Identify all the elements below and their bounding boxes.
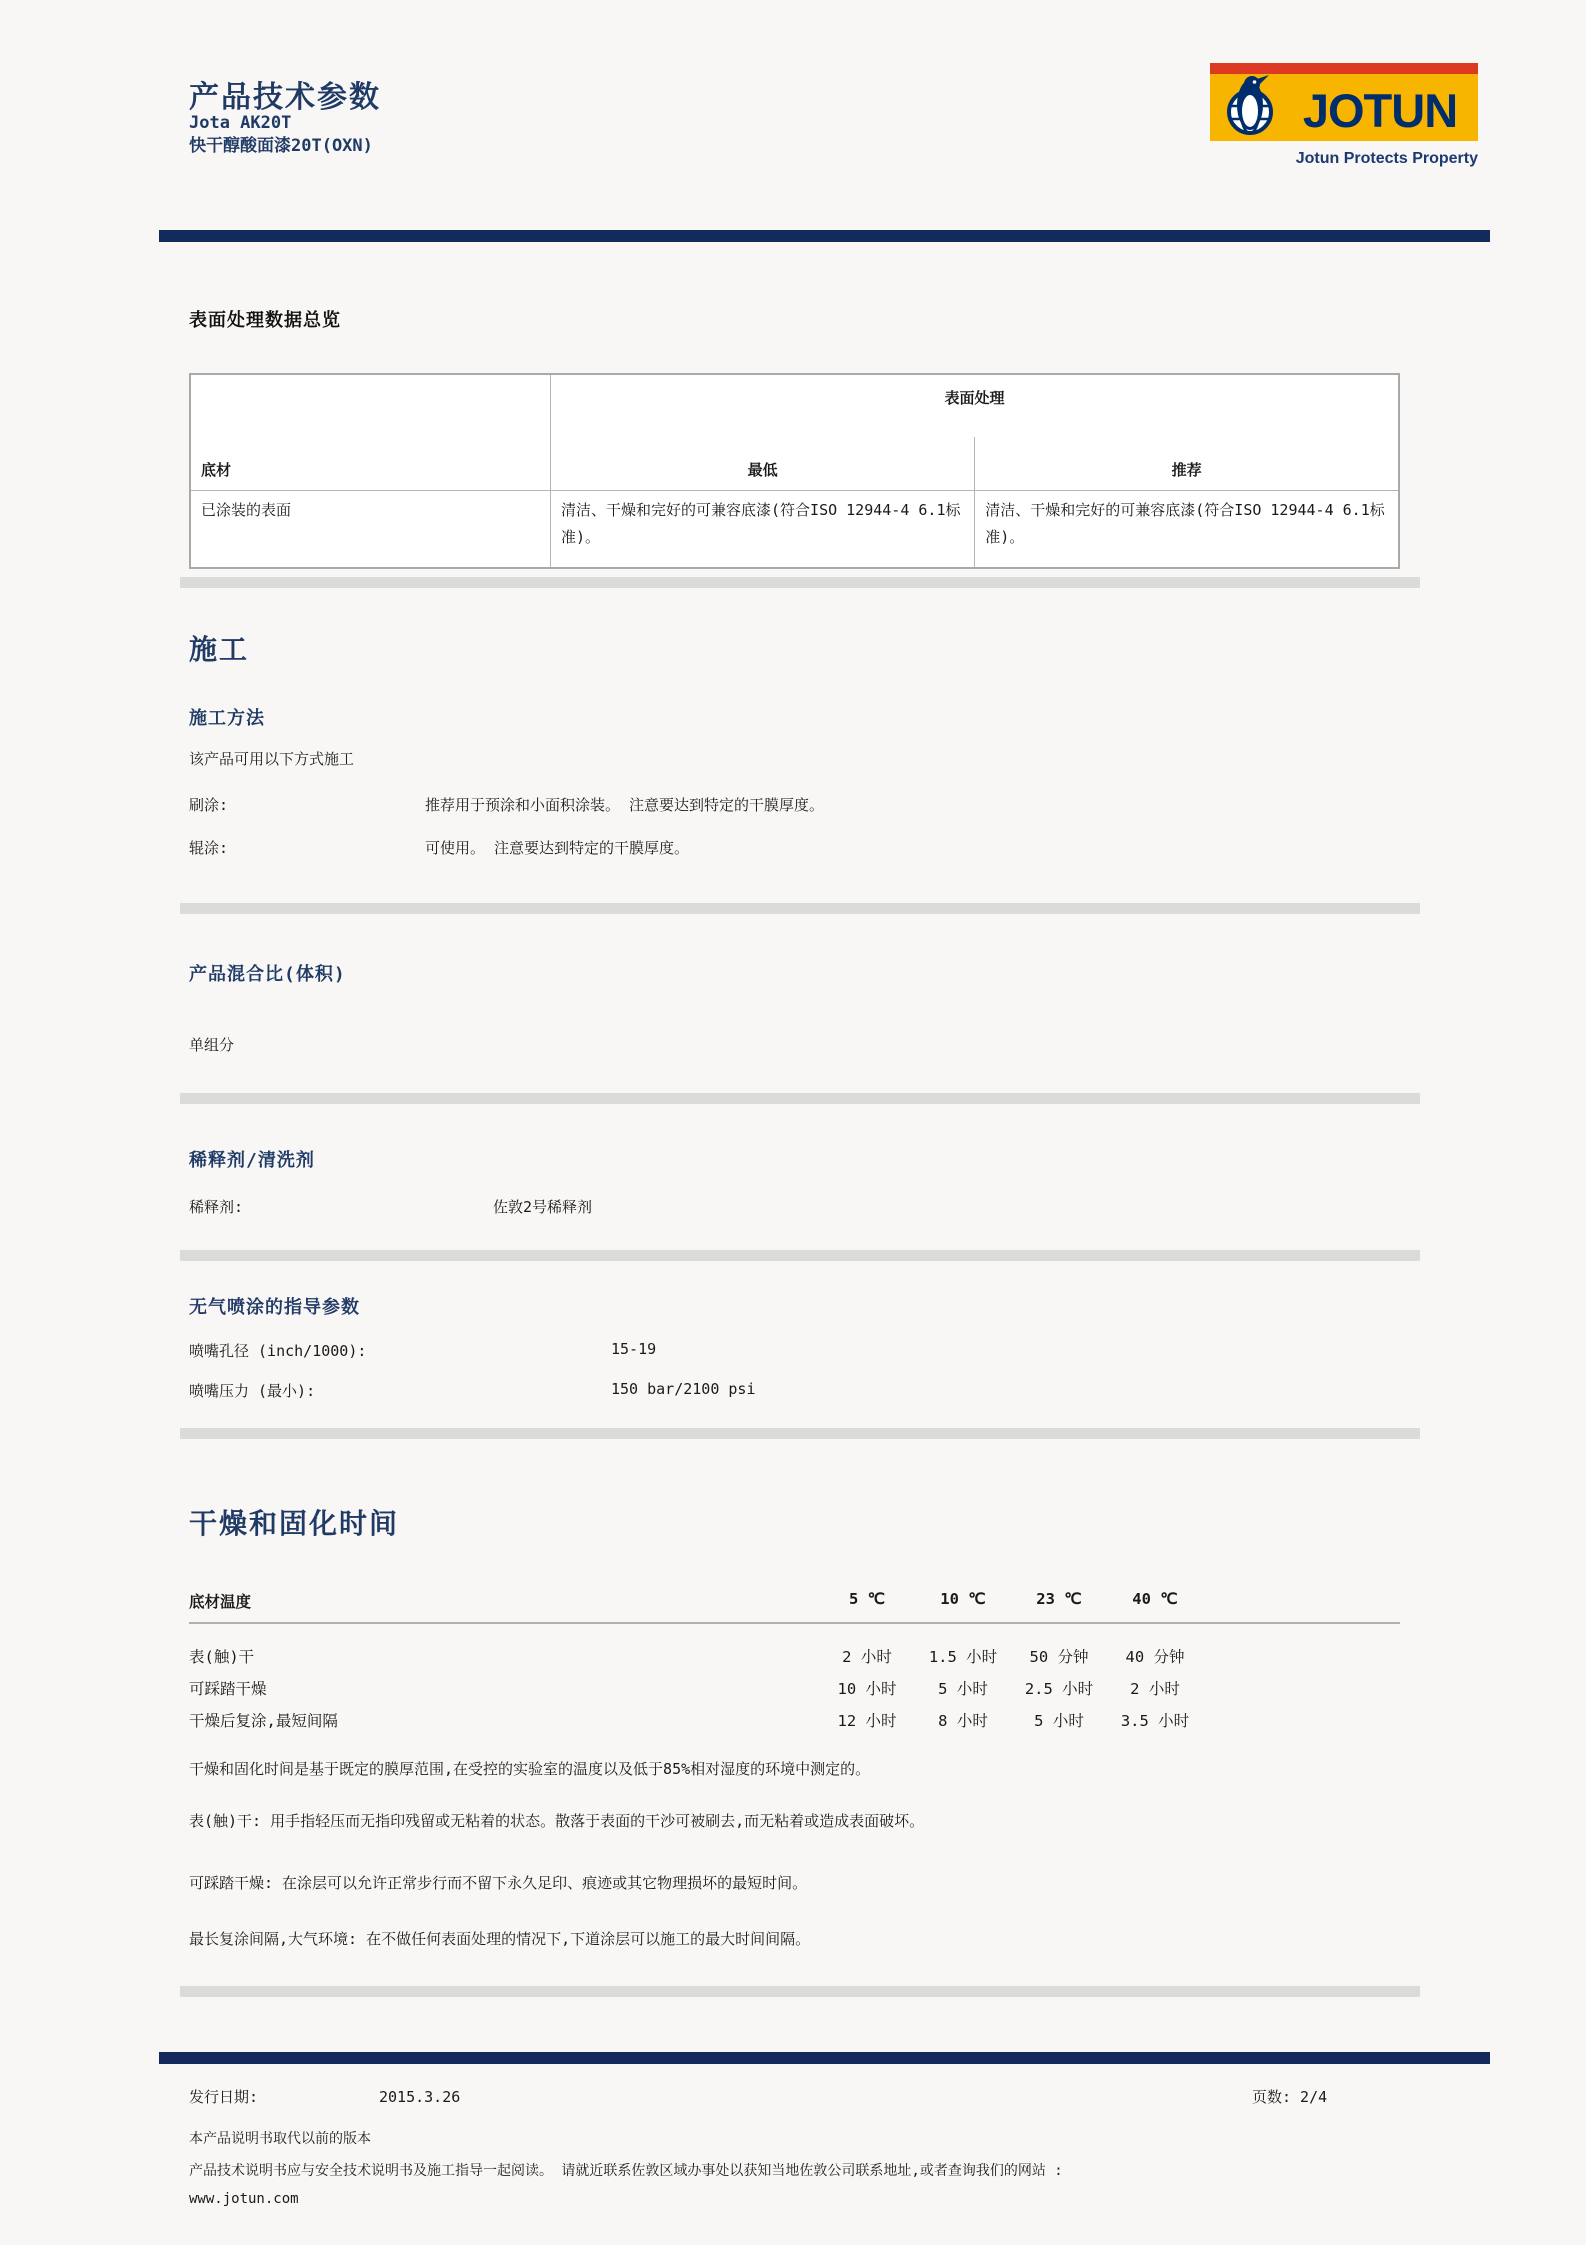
temp-column-header: 10 ℃ <box>940 1590 986 1608</box>
table-row <box>190 491 1399 569</box>
drying-value: 5 小时 <box>1034 1712 1084 1730</box>
temp-column-header: 40 ℃ <box>1132 1590 1178 1608</box>
col-header-recommended: 推荐 <box>975 437 1399 491</box>
drying-value: 40 分钟 <box>1125 1648 1185 1666</box>
nozzle-pressure-value: 150 bar/2100 psi <box>611 1380 756 1398</box>
drying-value: 10 小时 <box>837 1680 897 1698</box>
page-number: 页数: 2/4 <box>1252 2088 1328 2106</box>
col-header-substrate: 底材 <box>190 374 551 491</box>
heading-application: 施工 <box>189 633 250 666</box>
page-title: 产品技术参数 <box>189 80 381 115</box>
application-intro: 该产品可用以下方式施工 <box>189 750 355 768</box>
drying-table-rule <box>189 1622 1400 1624</box>
roller-label: 辊涂: <box>189 839 229 857</box>
drying-note: 最长复涂间隔,大气环境: 在不做任何表面处理的情况下,下道涂层可以施工的最大时间间隔。 <box>189 1930 811 1948</box>
drying-value: 2 小时 <box>1130 1680 1180 1698</box>
drying-note: 表(触)干: 用手指轻压而无指印残留或无粘着的状态。散落于表面的干沙可被刷去,而无粘着或造成表面破坏。 <box>189 1812 925 1830</box>
heading-airless-spray: 无气喷涂的指导参数 <box>189 1297 360 1318</box>
penguin-globe-icon <box>1210 63 1478 141</box>
header-rule <box>159 230 1490 242</box>
drying-note: 可踩踏干燥: 在涂层可以允许正常步行而不留下永久足印、痕迹或其它物理损坏的最短时间。 <box>189 1874 808 1892</box>
drying-value: 12 小时 <box>837 1712 897 1730</box>
roller-value: 可使用。 注意要达到特定的干膜厚度。 <box>425 839 690 857</box>
section-divider <box>180 1986 1420 1997</box>
drying-value: 50 分钟 <box>1029 1648 1089 1666</box>
heading-drying-curing: 干燥和固化时间 <box>189 1507 400 1540</box>
logo-tagline: Jotun Protects Property <box>1295 150 1478 167</box>
drying-table-row <box>189 1677 1400 1699</box>
product-subname: 快干醇酸面漆20T(OXN) <box>189 136 373 156</box>
svg-text:JOTUN: JOTUN <box>1302 84 1458 137</box>
footer-note: 本产品说明书取代以前的版本 <box>189 2131 371 2147</box>
drying-value: 5 小时 <box>938 1680 988 1698</box>
product-name: Jota AK20T <box>189 113 292 133</box>
drying-value: 2.5 小时 <box>1024 1680 1094 1698</box>
brush-value: 推荐用于预涂和小面积涂装。 注意要达到特定的干膜厚度。 <box>425 796 825 814</box>
cell-recommended: 清洁、干燥和完好的可兼容底漆(符合ISO 12944-4 6.1标准)。 <box>975 491 1399 569</box>
section-divider <box>180 577 1420 588</box>
footer-rule <box>159 2052 1490 2064</box>
drying-table-header <box>189 1590 1400 1612</box>
drying-value: 1.5 小时 <box>928 1648 998 1666</box>
nozzle-size-label: 喷嘴孔径 (inch/1000): <box>189 1342 367 1360</box>
footer-note: 产品技术说明书应与安全技术说明书及施工指导一起阅读。 请就近联系佐敦区域办事处以获知当地佐敦公司联系地址,或者查询我们的网站 : <box>189 2163 1063 2179</box>
drying-row-header: 底材温度 <box>189 1593 252 1611</box>
drying-value: 2 小时 <box>842 1648 892 1666</box>
nozzle-size-value: 15-19 <box>611 1340 657 1358</box>
section-divider <box>180 1093 1420 1104</box>
section-divider <box>180 1428 1420 1439</box>
heading-mixing-ratio: 产品混合比(体积) <box>189 964 346 985</box>
drying-value: 3.5 小时 <box>1120 1712 1190 1730</box>
mixing-value: 单组分 <box>189 1036 235 1054</box>
drying-table-row <box>189 1709 1400 1731</box>
temp-column-header: 5 ℃ <box>848 1590 886 1608</box>
heading-surface-prep: 表面处理数据总览 <box>189 310 341 331</box>
cell-substrate: 已涂装的表面 <box>190 491 551 569</box>
heading-thinner: 稀释剂/清洗剂 <box>189 1150 315 1171</box>
drying-row-label: 可踩踏干燥 <box>189 1680 267 1698</box>
section-divider <box>180 1250 1420 1261</box>
drying-row-label: 干燥后复涂,最短间隔 <box>189 1712 338 1730</box>
drying-table-row <box>189 1645 1400 1667</box>
brush-label: 刷涂: <box>189 796 229 814</box>
drying-value: 8 小时 <box>938 1712 988 1730</box>
drying-note: 干燥和固化时间是基于既定的膜厚范围,在受控的实验室的温度以及低于85%相对湿度的环境中测定的。 <box>189 1760 871 1778</box>
section-divider <box>180 903 1420 914</box>
website-link[interactable]: www.jotun.com <box>189 2191 299 2207</box>
thinner-label: 稀释剂: <box>189 1198 244 1216</box>
issue-date-label: 发行日期: <box>189 2088 259 2106</box>
col-header-minimum: 最低 <box>551 437 975 491</box>
thinner-value: 佐敦2号稀释剂 <box>493 1198 593 1216</box>
issue-date-value: 2015.3.26 <box>379 2088 461 2106</box>
col-group-header-surface-prep: 表面处理 <box>551 374 1400 437</box>
heading-application-methods: 施工方法 <box>189 708 265 729</box>
jotun-logo <box>1210 63 1478 141</box>
nozzle-pressure-label: 喷嘴压力 (最小): <box>189 1382 316 1400</box>
temp-column-header: 23 ℃ <box>1036 1590 1082 1608</box>
cell-minimum: 清洁、干燥和完好的可兼容底漆(符合ISO 12944-4 6.1标准)。 <box>551 491 975 569</box>
drying-row-label: 表(触)干 <box>189 1648 255 1666</box>
surface-prep-table <box>189 373 1400 569</box>
